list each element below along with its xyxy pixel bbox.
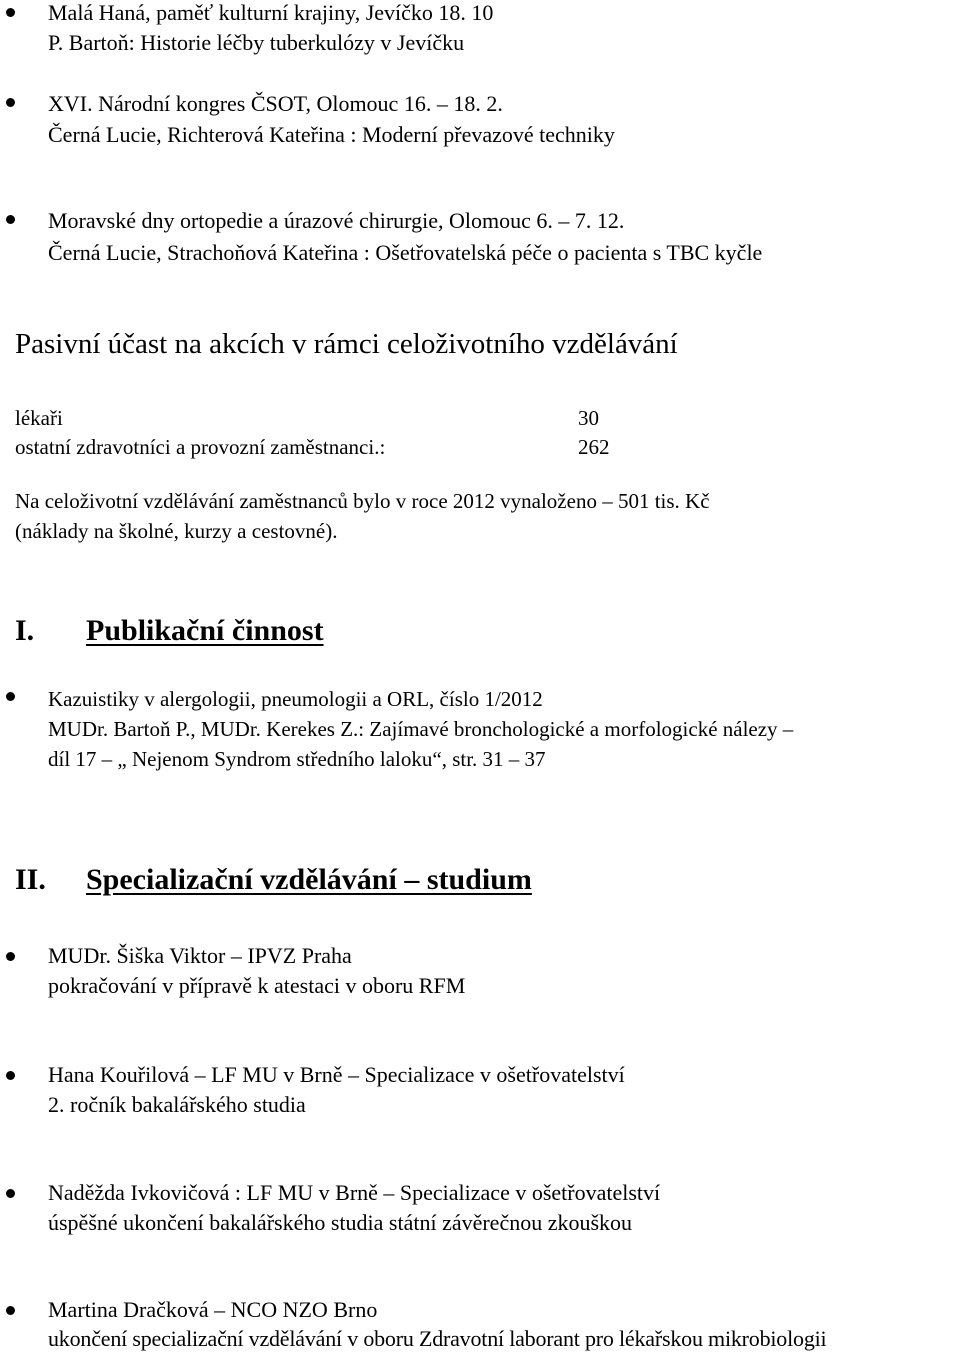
- bullet-icon: [6, 8, 15, 17]
- list-item-line: XVI. Národní kongres ČSOT, Olomouc 16. – 18. 2.: [48, 91, 503, 116]
- list-item-line: Moravské dny ortopedie a úrazové chirurgie, Olomouc 6. – 7. 12.: [48, 208, 625, 233]
- passive-heading: Pasivní účast na akcích v rámci celoživotního vzdělávání: [15, 328, 678, 360]
- study-line: MUDr. Šiška Viktor – IPVZ Praha: [48, 943, 352, 968]
- stat-value: 30: [578, 406, 599, 430]
- bullet-icon: [6, 1071, 15, 1080]
- list-item-line: Černá Lucie, Richterová Kateřina : Moderní převazové techniky: [48, 122, 615, 147]
- study-line: úspěšné ukončení bakalářského studia státní závěrečnou zkouškou: [48, 1210, 633, 1235]
- section-title: Specializační vzdělávání – studium: [86, 863, 532, 896]
- bullet-icon: [6, 1306, 15, 1315]
- stat-label: ostatní zdravotníci a provozní zaměstnanci.:: [15, 435, 386, 459]
- bullet-icon: [6, 215, 15, 224]
- bullet-icon: [6, 98, 15, 107]
- list-item-line: Malá Haná, paměť kulturní krajiny, Jevíčko 18. 10: [48, 0, 494, 25]
- section-number: I.: [15, 614, 35, 647]
- study-line: Naděžda Ivkovičová : LF MU v Brně – Specializace v ošetřovatelství: [48, 1180, 661, 1205]
- bullet-icon: [6, 952, 15, 961]
- section-number: II.: [15, 863, 46, 896]
- stat-label: lékaři: [15, 406, 63, 430]
- study-line: pokračování v přípravě k atestaci v oboru RFM: [48, 973, 466, 998]
- list-item-line: Černá Lucie, Strachoňová Kateřina : Ošetřovatelská péče o pacienta s TBC kyčle: [48, 240, 763, 265]
- publication-line: díl 17 – „ Nejenom Syndrom středního laloku“, str. 31 – 37: [48, 747, 546, 771]
- study-line: Martina Dračková – NCO NZO Brno: [48, 1297, 378, 1322]
- bullet-icon: [6, 1189, 15, 1198]
- bullet-icon: [6, 692, 15, 701]
- publication-line: Kazuistiky v alergologii, pneumologii a ORL, číslo 1/2012: [48, 687, 543, 711]
- study-line: 2. ročník bakalářského studia: [48, 1092, 306, 1117]
- section-title: Publikační činnost: [86, 614, 324, 647]
- study-line: Hana Kouřilová – LF MU v Brně – Specializace v ošetřovatelství: [48, 1062, 625, 1087]
- study-line: ukončení specializační vzdělávání v oboru Zdravotní laborant pro lékařskou mikrobiologii: [48, 1326, 827, 1351]
- cost-line: Na celoživotní vzdělávání zaměstnanců bylo v roce 2012 vynaloženo – 501 tis. Kč: [15, 489, 710, 513]
- publication-line: MUDr. Bartoň P., MUDr. Kerekes Z.: Zajímavé bronchologické a morfologické nálezy –: [48, 717, 794, 741]
- cost-line: (náklady na školné, kurzy a cestovné).: [15, 519, 338, 543]
- stat-value: 262: [578, 435, 610, 459]
- list-item-line: P. Bartoň: Historie léčby tuberkulózy v Jevíčku: [48, 30, 465, 55]
